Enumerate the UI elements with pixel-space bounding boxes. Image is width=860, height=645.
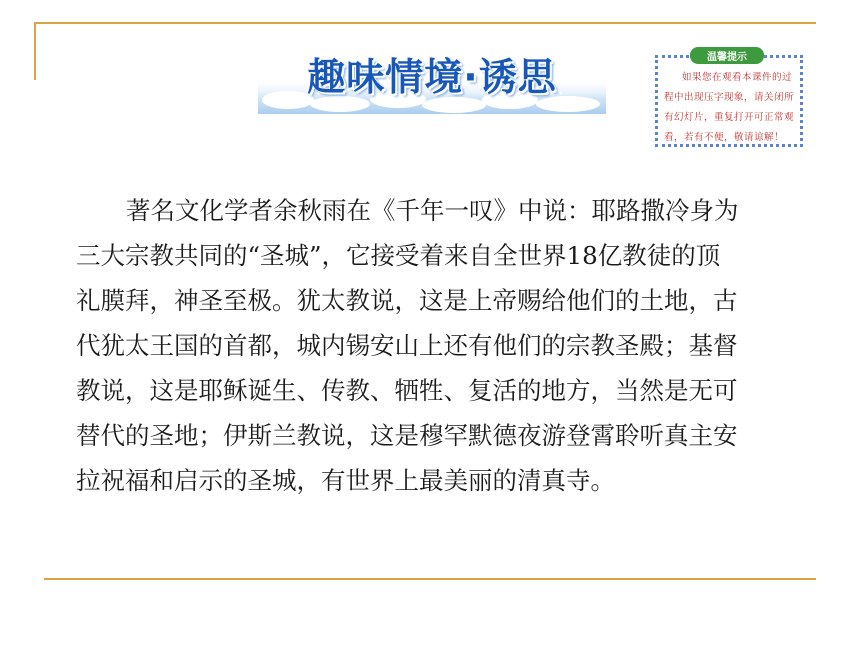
body-line: 三大宗教共同的“圣城”，它接受着来自全世界18亿教徒的顶 <box>76 241 721 270</box>
body-line: 代犹太王国的首都，城内锡安山上还有他们的宗教圣殿；基督 <box>76 331 738 360</box>
page-title: 趣味情境·诱思 <box>307 54 557 99</box>
tip-line: 有幻灯片，重复打开可正常观 <box>664 112 795 123</box>
tip-text <box>664 68 796 148</box>
tip-line: 如果您在观看本课件的过 <box>682 72 793 83</box>
frame-top-line <box>34 22 816 24</box>
tip-line: 程中出现压字现象，请关闭所 <box>664 92 795 103</box>
body-line: 拉祝福和启示的圣城，有世界上最美丽的清真寺。 <box>76 466 615 495</box>
body-paragraph <box>76 188 796 503</box>
frame-left-line <box>34 22 36 80</box>
title-banner <box>258 42 606 114</box>
body-line: 教说，这是耶稣诞生、传教、牺牲、复活的地方，当然是无可 <box>76 376 738 405</box>
frame-bottom-line <box>44 578 816 580</box>
body-line: 礼膜拜，神圣至极。犹太教说，这是上帝赐给他们的土地，古 <box>76 286 738 315</box>
tip-line: 看，若有不便，敬请谅解！ <box>664 132 785 143</box>
body-line: 著名文化学者余秋雨在《千年一叹》中说：耶路撒冷身为 <box>126 196 739 225</box>
tip-label: 温馨提示 <box>690 47 764 64</box>
body-line: 替代的圣地；伊斯兰教说，这是穆罕默德夜游登霄聆听真主安 <box>76 421 738 450</box>
